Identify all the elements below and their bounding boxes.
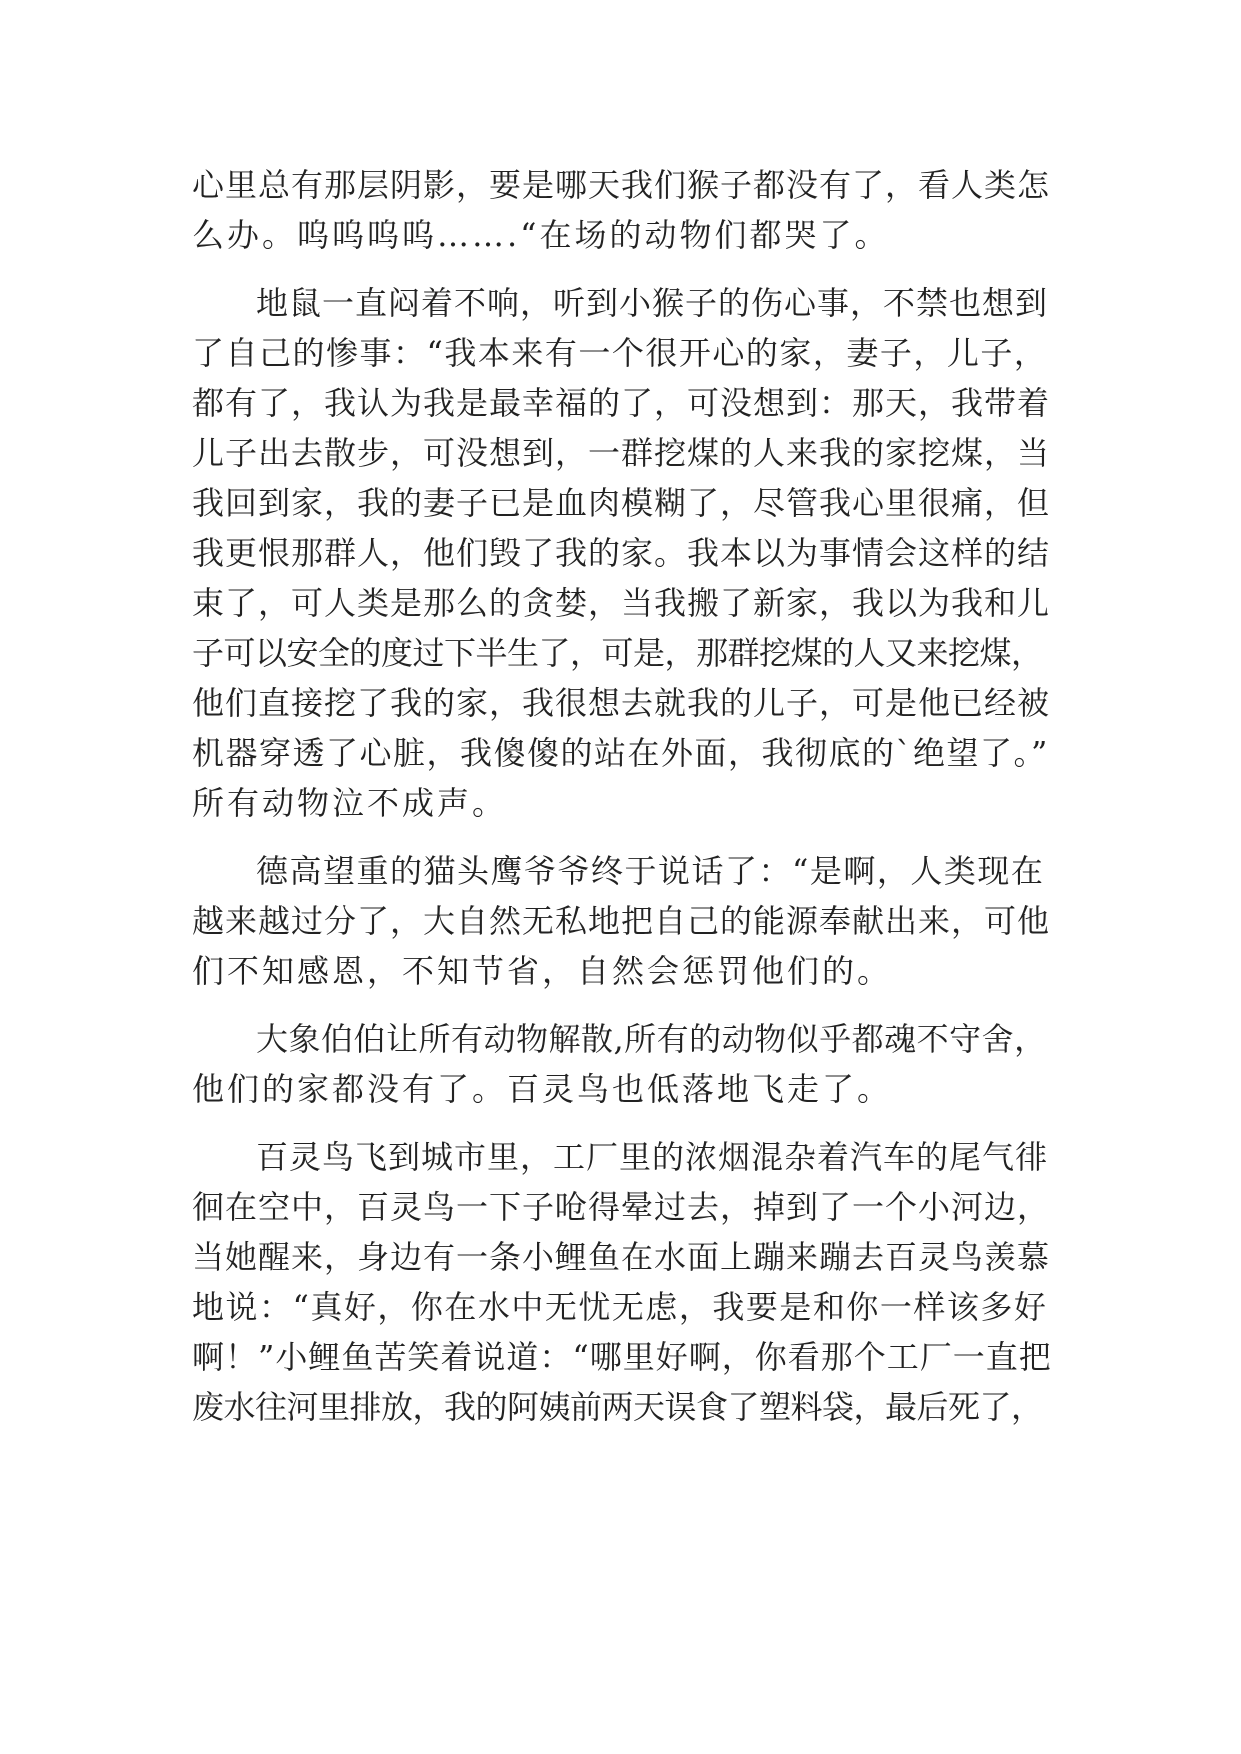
paragraph-p3: [192, 846, 1052, 996]
text-line: 当她醒来，身边有一条小鲤鱼在水面上蹦来蹦去百灵鸟羡慕: [192, 1238, 1051, 1276]
text-line: 子可以安全的度过下半生了，可是，那群挖煤的人又来挖煤，: [192, 634, 1043, 672]
text-line: 大象伯伯让所有动物解散,所有的动物似乎都魂不守舍，: [256, 1020, 1047, 1058]
text-line: 他们的家都没有了。百灵鸟也低落地飞走了。: [192, 1070, 893, 1108]
text-line: 我回到家，我的妻子已是血肉模糊了，尽管我心里很痛，但: [192, 484, 1051, 522]
text-line: 地鼠一直闷着不响，听到小猴子的伤心事，不禁也想到: [256, 284, 1049, 322]
text-line: 他们直接挖了我的家，我很想去就我的儿子，可是他已经被: [192, 684, 1051, 722]
paragraph-p2: [192, 278, 1052, 828]
paragraph-spacing: [192, 996, 1052, 1014]
text-line: 么办。呜呜呜呜…….“在场的动物们都哭了。: [192, 216, 890, 254]
text-line: 啊！”小鲤鱼苦笑着说道：“哪里好啊，你看那个工厂一直把: [192, 1338, 1052, 1376]
text-line: 地说：“真好，你在水中无忧无虑，我要是和你一样该多好: [192, 1288, 1048, 1326]
text-line: 徊在空中，百灵鸟一下子呛得晕过去，掉到了一个小河边，: [192, 1188, 1051, 1226]
paragraph-p1: [192, 160, 1052, 260]
paragraph-p4: [192, 1014, 1052, 1114]
paragraph-spacing: [192, 828, 1052, 846]
text-line: 德高望重的猫头鹰爷爷终于说话了：“是啊，人类现在: [256, 852, 1045, 890]
text-line: 都有了，我认为我是最幸福的了，可没想到：那天，我带着: [192, 384, 1051, 422]
text-line: 们不知感恩，不知节省，自然会惩罚他们的。: [192, 952, 893, 990]
text-line: 儿子出去散步，可没想到，一群挖煤的人来我的家挖煤，当: [192, 434, 1051, 472]
text-line: 百灵鸟飞到城市里，工厂里的浓烟混杂着汽车的尾气徘: [256, 1138, 1049, 1176]
text-line: 所有动物泣不成声。: [192, 784, 508, 822]
text-line: 机器穿透了心脏，我傻傻的站在外面，我彻底的`绝望了。”: [192, 734, 1049, 772]
text-line: 了自己的惨事：“我本来有一个很开心的家，妻子，儿子，: [192, 334, 1048, 372]
text-line: 心里总有那层阴影，要是哪天我们猴子都没有了，看人类怎: [192, 166, 1051, 204]
text-line: 废水往河里排放，我的阿姨前两天误食了塑料袋，最后死了，: [192, 1388, 1043, 1426]
text-line: 越来越过分了，大自然无私地把自己的能源奉献出来，可他: [192, 902, 1051, 940]
paragraph-spacing: [192, 1114, 1052, 1132]
paragraph-spacing: [192, 260, 1052, 278]
paragraph-p5: [192, 1132, 1052, 1432]
text-line: 束了，可人类是那么的贪婪，当我搬了新家，我以为我和儿: [192, 584, 1051, 622]
text-line: 我更恨那群人，他们毁了我的家。我本以为事情会这样的结: [192, 534, 1051, 572]
document-page: [192, 160, 1052, 1432]
